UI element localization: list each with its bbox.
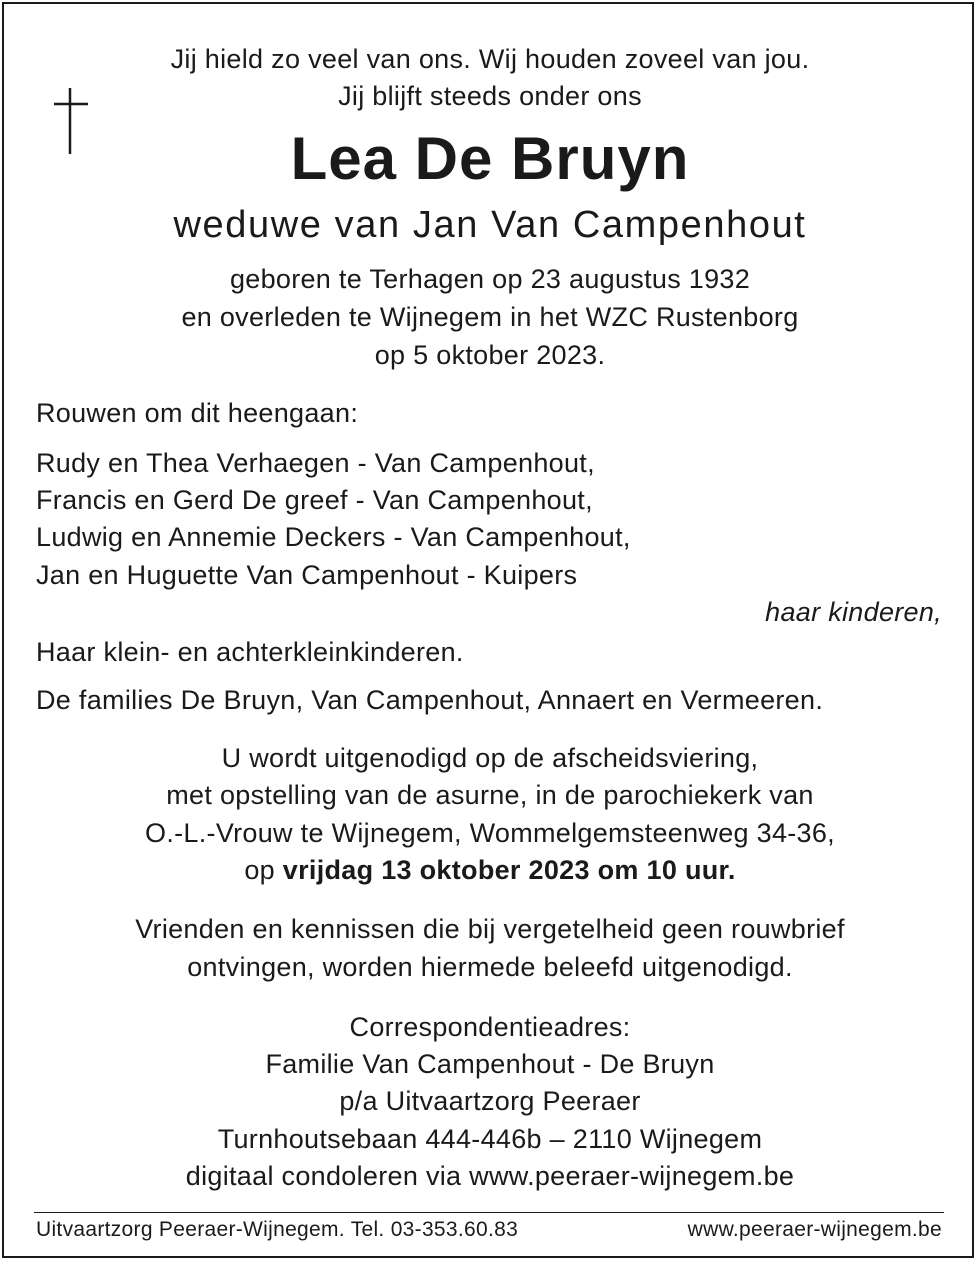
motto-line-2: Jij blijft steeds onder ons bbox=[338, 81, 642, 111]
death-line-2: op 5 oktober 2023. bbox=[374, 340, 606, 370]
invitation-line-1: Vrienden en kennissen die bij vergetelheid geen rouwbrief bbox=[135, 914, 845, 944]
ceremony-date-prefix: op bbox=[244, 855, 283, 885]
birth-line: geboren te Terhagen op 23 augustus 1932 bbox=[229, 264, 751, 294]
child-line: Ludwig en Annemie Deckers - Van Campenhout, bbox=[36, 522, 631, 552]
condolence-url-line: digitaal condoleren via www.peeraer-wijnegem.be bbox=[185, 1161, 795, 1191]
motto-line-1: Jij hield zo veel van ons. Wij houden zoveel van jou. bbox=[170, 44, 810, 74]
child-line: Rudy en Thea Verhaegen - Van Campenhout, bbox=[36, 448, 595, 478]
mourners-intro: Rouwen om dit heengaan: bbox=[36, 398, 359, 428]
ceremony-line-1: U wordt uitgenodigd op de afscheidsviering, bbox=[221, 743, 759, 773]
ceremony-line-2: met opstelling van de asurne, in de parochiekerk van bbox=[166, 780, 814, 810]
correspondence-heading: Correspondentieadres: bbox=[349, 1012, 631, 1042]
spouse-line: weduwe van Jan Van Campenhout bbox=[173, 204, 807, 246]
families-line: De families De Bruyn, Van Campenhout, Annaert en Vermeeren. bbox=[36, 685, 824, 715]
footer-divider bbox=[34, 1212, 944, 1213]
children-label: haar kinderen, bbox=[765, 597, 942, 627]
child-line: Jan en Huguette Van Campenhout - Kuipers bbox=[36, 560, 578, 590]
correspondence-address: Turnhoutsebaan 444-446b – 2110 Wijnegem bbox=[217, 1124, 763, 1154]
child-line: Francis en Gerd De greef - Van Campenhout, bbox=[36, 485, 593, 515]
correspondence-care-of: p/a Uitvaartzorg Peeraer bbox=[339, 1086, 641, 1116]
correspondence-family: Familie Van Campenhout - De Bruyn bbox=[265, 1049, 715, 1079]
grandchildren-line: Haar klein- en achterkleinkinderen. bbox=[36, 637, 464, 667]
deceased-name: Lea De Bruyn bbox=[290, 125, 690, 192]
ceremony-line-4 bbox=[0, 855, 980, 886]
ceremony-date: vrijdag 13 oktober 2023 om 10 uur. bbox=[282, 855, 736, 885]
ceremony-line-3: O.-L.-Vrouw te Wijnegem, Wommelgemsteenweg 34-36, bbox=[145, 818, 835, 848]
footer-undertaker: Uitvaartzorg Peeraer-Wijnegem. Tel. 03-353.60.83 bbox=[36, 1218, 519, 1241]
footer-website: www.peeraer-wijnegem.be bbox=[687, 1218, 942, 1241]
invitation-line-2: ontvingen, worden hiermede beleefd uitgenodigd. bbox=[187, 952, 793, 982]
death-line-1: en overleden te Wijnegem in het WZC Rustenborg bbox=[181, 302, 799, 332]
